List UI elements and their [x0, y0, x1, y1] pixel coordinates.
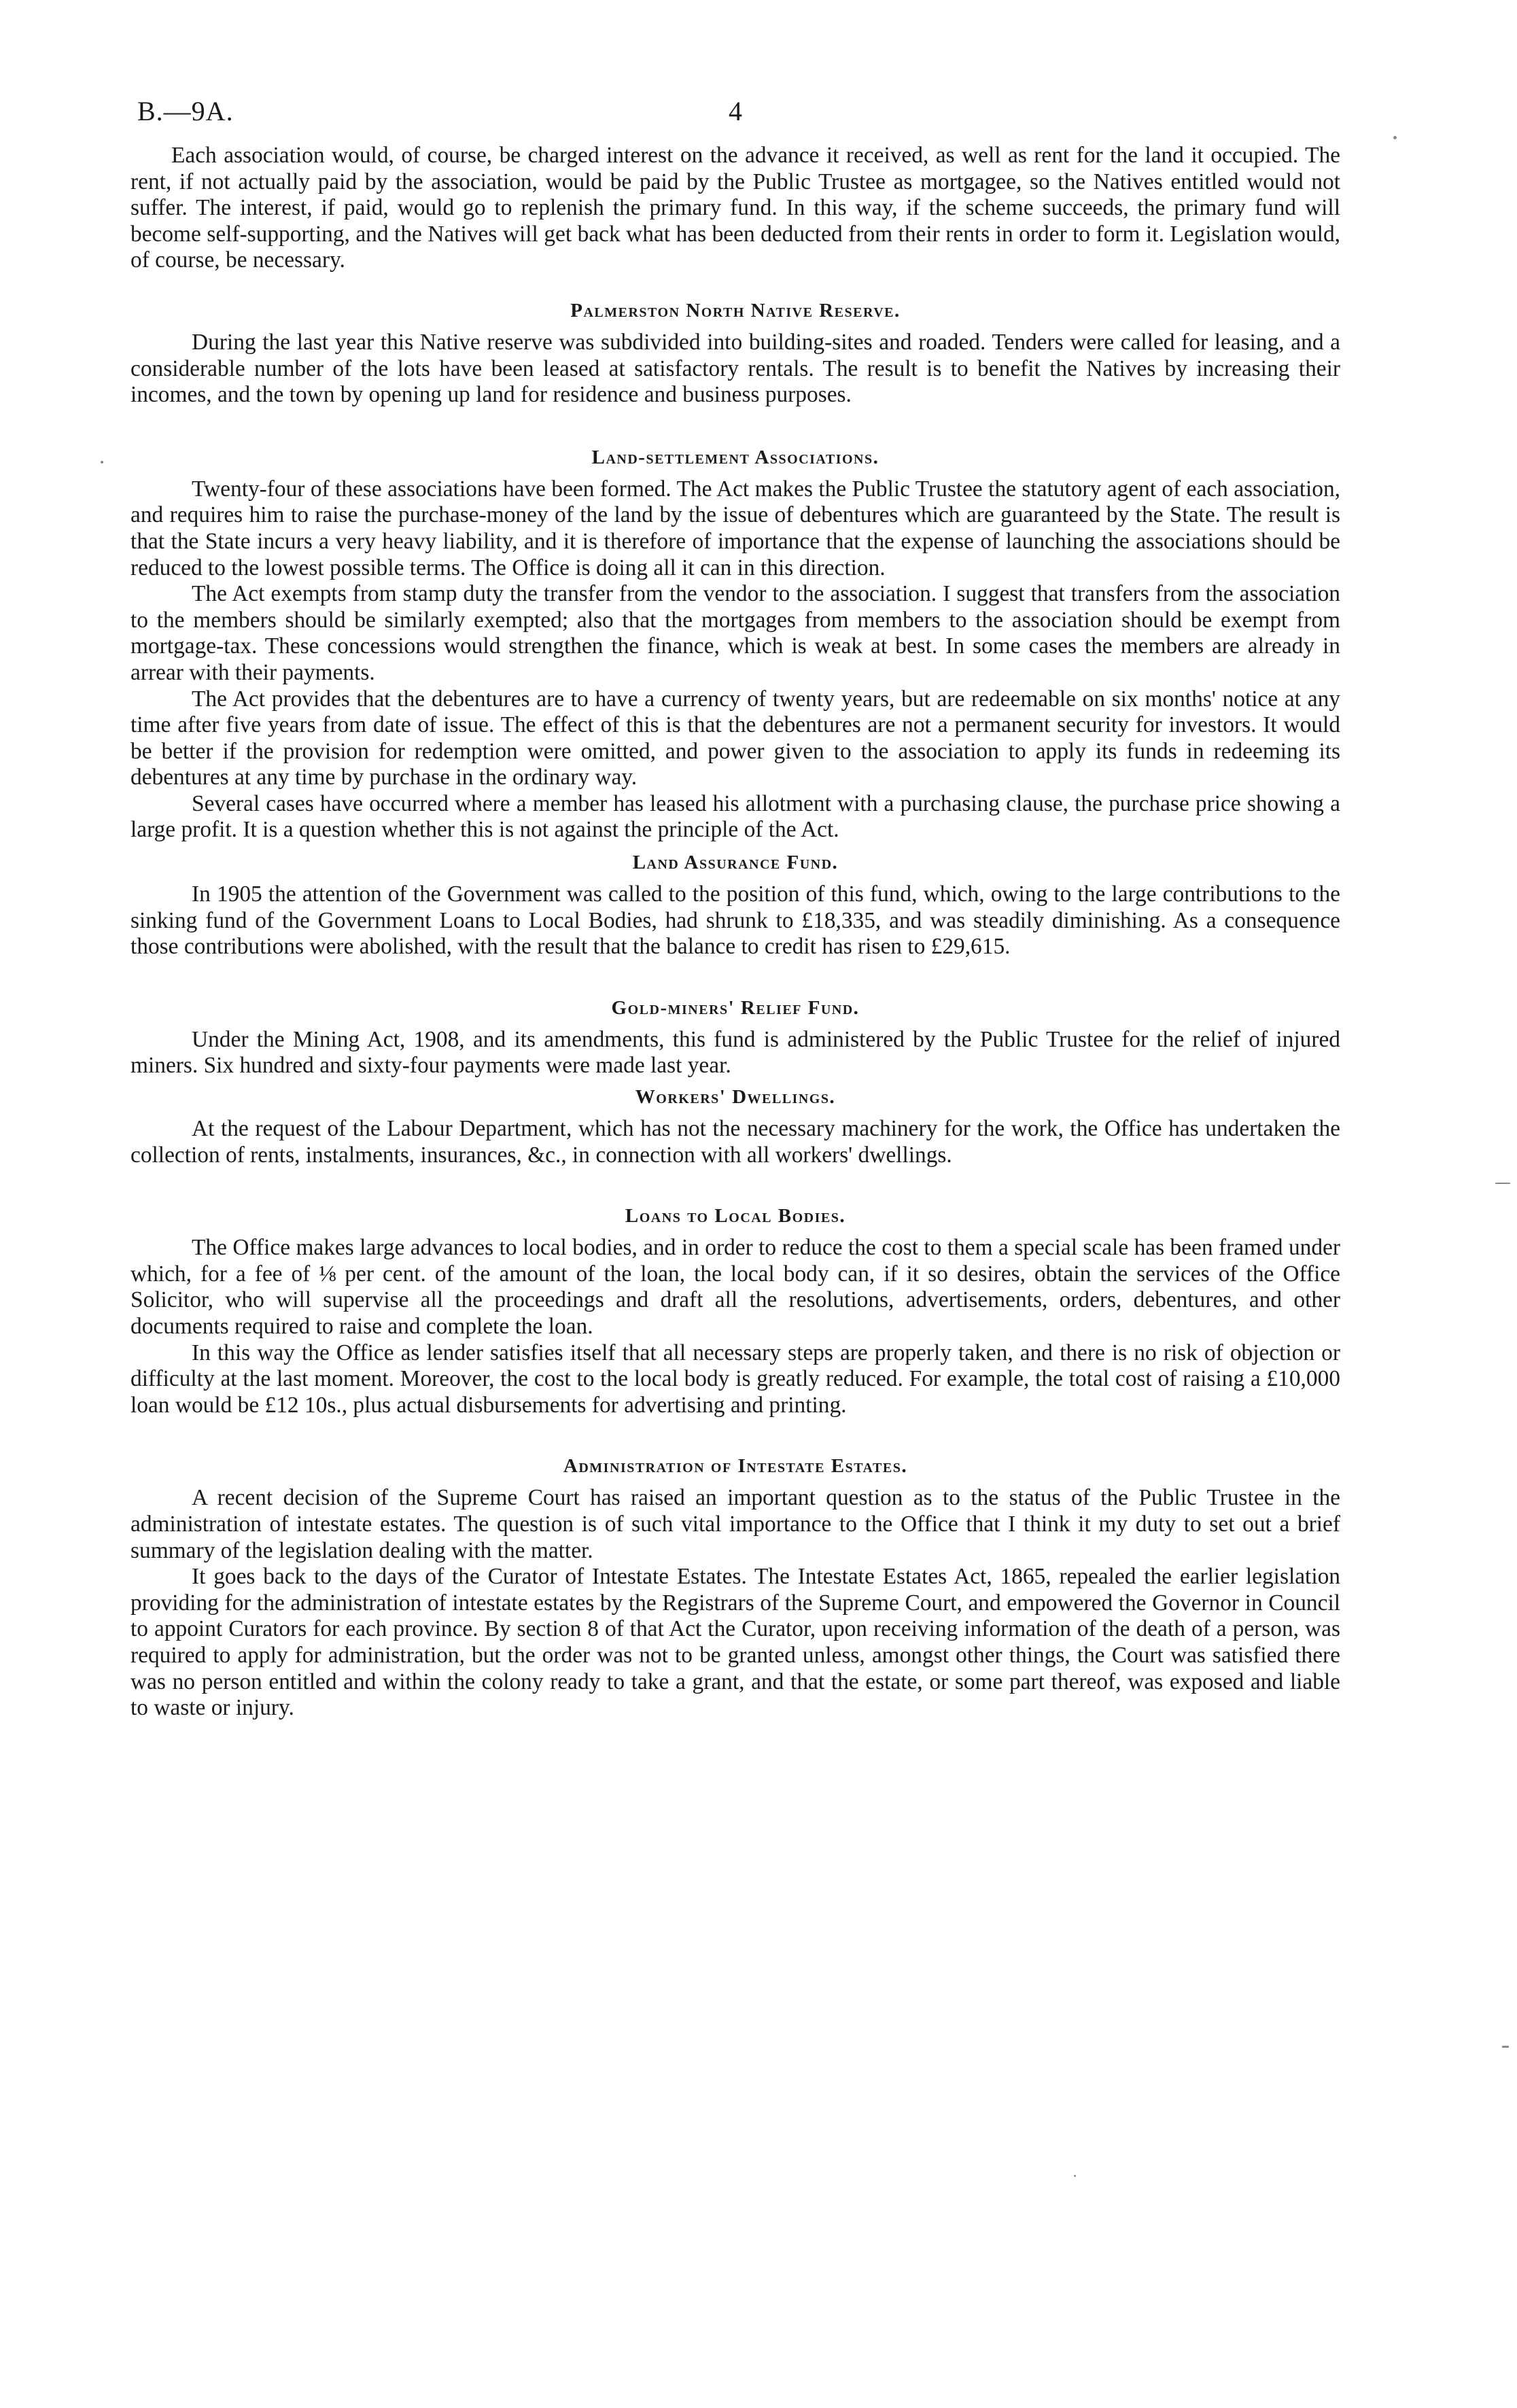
scan-speck [1393, 136, 1397, 139]
paragraph: The Act provides that the debentures are to have a currency of twenty years, but are redeemable on six months' notice at any time after five years from date of issue. The effect of this is that the debentures are not a permanent security for investors. It would be better if the provision for redemption were omitted, and power given to the association to apply its funds in redeeming its debentures at any time by purchase in the ordinary way. [130, 686, 1340, 790]
scan-speck [1502, 2046, 1509, 2048]
document-page [130, 88, 1340, 1722]
section-heading: Land-settlement Associations. [591, 446, 879, 468]
section-gold-miners [130, 994, 1340, 1079]
section-loans-local-bodies [130, 1202, 1340, 1418]
section-heading: Land Assurance Fund. [632, 852, 839, 874]
paragraph: At the request of the Labour Department, which has not the necessary machinery for the work, the Office has undertaken the collection of rents, instalments, insurances, &c., in connection with all workers' dwellings. [130, 1116, 1340, 1168]
paragraph: It goes back to the days of the Curator of Intestate Estates. The Intestate Estates Act, 1865, repealed the earlier legislation providing for the administration of intestate estates by the Registrars of the Supreme Court, and empowered the Governor in Council to appoint Curators for each province. By section 8 of that Act the Curator, upon receiving information of the death of a person, was required to apply for administration, but the order was not to be granted unless, amongst other things, the Court was satisfied there was no person entitled and within the colony ready to take a grant, and that the estate, or some part thereof, was exposed and liable to waste or injury. [130, 1564, 1340, 1721]
paragraph: During the last year this Native reserve was subdivided into building-sites and roaded. Tenders were called for leasing, and a considerable number of the lots have been leased at satisfactory rentals. The result is to benefit the Natives by increasing their incomes, and the town by opening up land for residence and business purposes. [130, 329, 1340, 408]
scan-speck [1495, 1183, 1510, 1184]
document-reference: B.—9A. [137, 96, 234, 126]
page-number: 4 [729, 96, 742, 126]
section-continuation [130, 143, 1340, 274]
section-land-assurance [130, 849, 1340, 960]
section-heading: Workers' Dwellings. [635, 1086, 836, 1109]
paragraph: The Act exempts from stamp duty the transfer from the vendor to the association. I suggest that transfers from the association to the members should be similarly exempted; also that the mortgages from members to the association should be exempt from mortgage-tax. These concessions would strengthen the finance, which is weak at best. In some cases the members are already in arrear with their payments. [130, 581, 1340, 685]
paragraph: In this way the Office as lender satisfies itself that all necessary steps are properly taken, and there is no risk of objection or difficulty at the last moment. Moreover, the cost to the local body is greatly reduced. For example, the total cost of raising a £10,000 loan would be £12 10s., plus actual disbursements for advertising and printing. [130, 1340, 1340, 1418]
section-land-settlement [130, 444, 1340, 843]
paragraph: A recent decision of the Supreme Court has raised an important question as to the status of the Public Trustee in the administration of intestate estates. The question is of such vital importance to the Office that I think it my duty to set out a brief summary of the legislation dealing with the matter. [130, 1485, 1340, 1563]
section-workers-dwellings [130, 1083, 1340, 1168]
section-heading: Gold-miners' Relief Fund. [611, 996, 860, 1019]
paragraph: Twenty-four of these associations have been formed. The Act makes the Public Trustee the statutory agent of each association, and requires him to raise the purchase-money of the land by the issue of debentures which are guaranteed by the State. The result is that the State incurs a very heavy liability, and it is therefore of importance that the expense of launching the associations should be reduced to the lowest possible terms. The Office is doing all it can in this direction. [130, 476, 1340, 580]
section-heading: Palmerston North Native Reserve. [570, 299, 901, 321]
paragraph: Each association would, of course, be charged interest on the advance it received, as well as rent for the land it occupied. The rent, if not actually paid by the association, would be paid by the Public Trustee as mortgagee, so the Natives entitled would not suffer. The interest, if paid, would go to replenish the primary fund. In this way, if the scheme succeeds, the primary fund will become self-supporting, and the Natives will get back what has been deducted from their rents in order to form it. Legislation would, of course, be necessary. [130, 143, 1340, 273]
section-intestate-estates [130, 1452, 1340, 1721]
scan-speck [101, 461, 103, 464]
scan-speck [1074, 2175, 1076, 2177]
paragraph: In 1905 the attention of the Government was called to the position of this fund, which, owing to the large contributions to the sinking fund of the Government Loans to Local Bodies, had shrunk to £18,335, and was steadily diminishing. As a consequence those contributions were abolished, with the result that the balance to credit has risen to £29,615. [130, 882, 1340, 960]
page-header [130, 88, 1340, 143]
paragraph: The Office makes large advances to local bodies, and in order to reduce the cost to them a special scale has been framed under which, for a fee of ⅛ per cent. of the amount of the loan, the local body can, if it so desires, obtain the services of the Office Solicitor, who will supervise all the proceedings and draft all the resolutions, advertisements, orders, debentures, and other documents required to raise and complete the loan. [130, 1235, 1340, 1339]
section-palmerston-north [130, 297, 1340, 408]
paragraph: Several cases have occurred where a member has leased his allotment with a purchasing clause, the purchase price showing a large profit. It is a question whether this is not against the principle of the Act. [130, 790, 1340, 843]
paragraph: Under the Mining Act, 1908, and its amendments, this fund is administered by the Public Trustee for the relief of injured miners. Six hundred and sixty-four payments were made last year. [130, 1026, 1340, 1079]
section-heading: Loans to Local Bodies. [625, 1205, 846, 1227]
section-heading: Administration of Intestate Estates. [563, 1455, 908, 1478]
